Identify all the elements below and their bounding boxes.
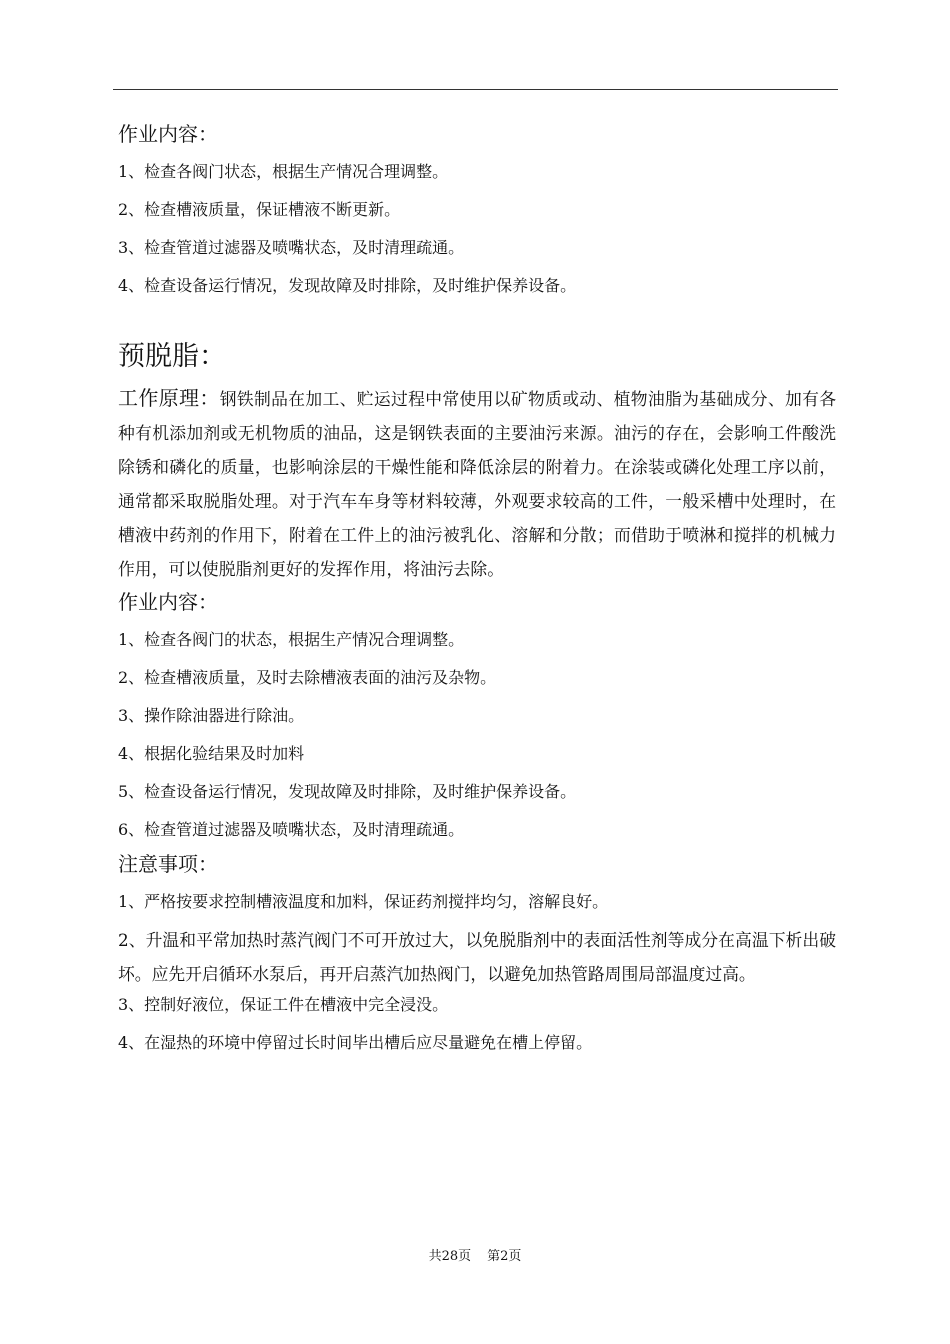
note-item: 4、在湿热的环境中停留过长时间毕出槽后应尽量避免在槽上停留。 bbox=[118, 1033, 593, 1052]
list-item: 1、检查各阀门状态，根据生产情况合理调整。 bbox=[118, 162, 449, 181]
section2-title: 预脱脂： bbox=[118, 341, 226, 372]
list-item: 4、检查设备运行情况，发现故障及时排除，及时维护保养设备。 bbox=[118, 276, 577, 295]
section1-heading: 作业内容： bbox=[118, 122, 218, 146]
section1-list bbox=[118, 162, 836, 296]
header-rule bbox=[113, 89, 838, 90]
note-item: 3、控制好液位，保证工件在槽液中完全浸没。 bbox=[118, 995, 449, 1014]
total-pages: 共28页 bbox=[428, 1249, 472, 1264]
list-item: 5、检查设备运行情况，发现故障及时排除，及时维护保养设备。 bbox=[118, 782, 577, 801]
list-item: 4、根据化验结果及时加料 bbox=[118, 744, 305, 763]
document-body bbox=[118, 112, 836, 1053]
note-item: 1、严格按要求控制槽液温度和加料，保证药剂搅拌均匀，溶解良好。 bbox=[118, 892, 609, 911]
list-item: 3、检查管道过滤器及喷嘴状态，及时清理疏通。 bbox=[118, 238, 465, 257]
list-item: 2、检查槽液质量，保证槽液不断更新。 bbox=[118, 200, 401, 219]
current-page: 第2页 bbox=[487, 1249, 522, 1264]
principle-text: 钢铁制品在加工、贮运过程中常使用以矿物质或动、植物油脂为基础成分、加有各种有机添加剂或无机物质的油品，这是钢铁表面的主要油污来源。油污的存在，会影响工件酸洗除锈和磷化的质量，也影响涂层的干燥性能和降低涂层的附着力。在涂装或磷化处理工序以前，通常都采取脱脂处理。对于汽车车身等材料较薄，外观要求较高的工件，一般采槽中处理时，在槽液中药剂的作用下，附着在工件上的油污被乳化、溶解和分散；而借助于喷淋和搅拌的机械力作用，可以使脱脂剂更好的发挥作用，将油污去除。 bbox=[118, 389, 836, 579]
work-heading: 作业内容： bbox=[118, 590, 218, 614]
list-item: 2、检查槽液质量，及时去除槽液表面的油污及杂物。 bbox=[118, 668, 497, 687]
notes-list bbox=[118, 892, 836, 1053]
page-footer bbox=[0, 1249, 950, 1265]
list-item: 6、检查管道过滤器及喷嘴状态，及时清理疏通。 bbox=[118, 820, 465, 839]
list-item: 3、操作除油器进行除油。 bbox=[118, 706, 305, 725]
work-list bbox=[118, 630, 836, 840]
principle-paragraph bbox=[118, 381, 836, 586]
notes-heading: 注意事项： bbox=[118, 852, 218, 876]
note-item: 2、升温和平常加热时蒸汽阀门不可开放过大，以免脱脂剂中的表面活性剂等成分在高温下析出破坏。应先开启循环水泵后，再开启蒸汽加热阀门，以避免加热管路周围局部温度过高。 bbox=[118, 930, 836, 984]
principle-label: 工作原理： bbox=[118, 386, 220, 410]
list-item: 1、检查各阀门的状态，根据生产情况合理调整。 bbox=[118, 630, 465, 649]
